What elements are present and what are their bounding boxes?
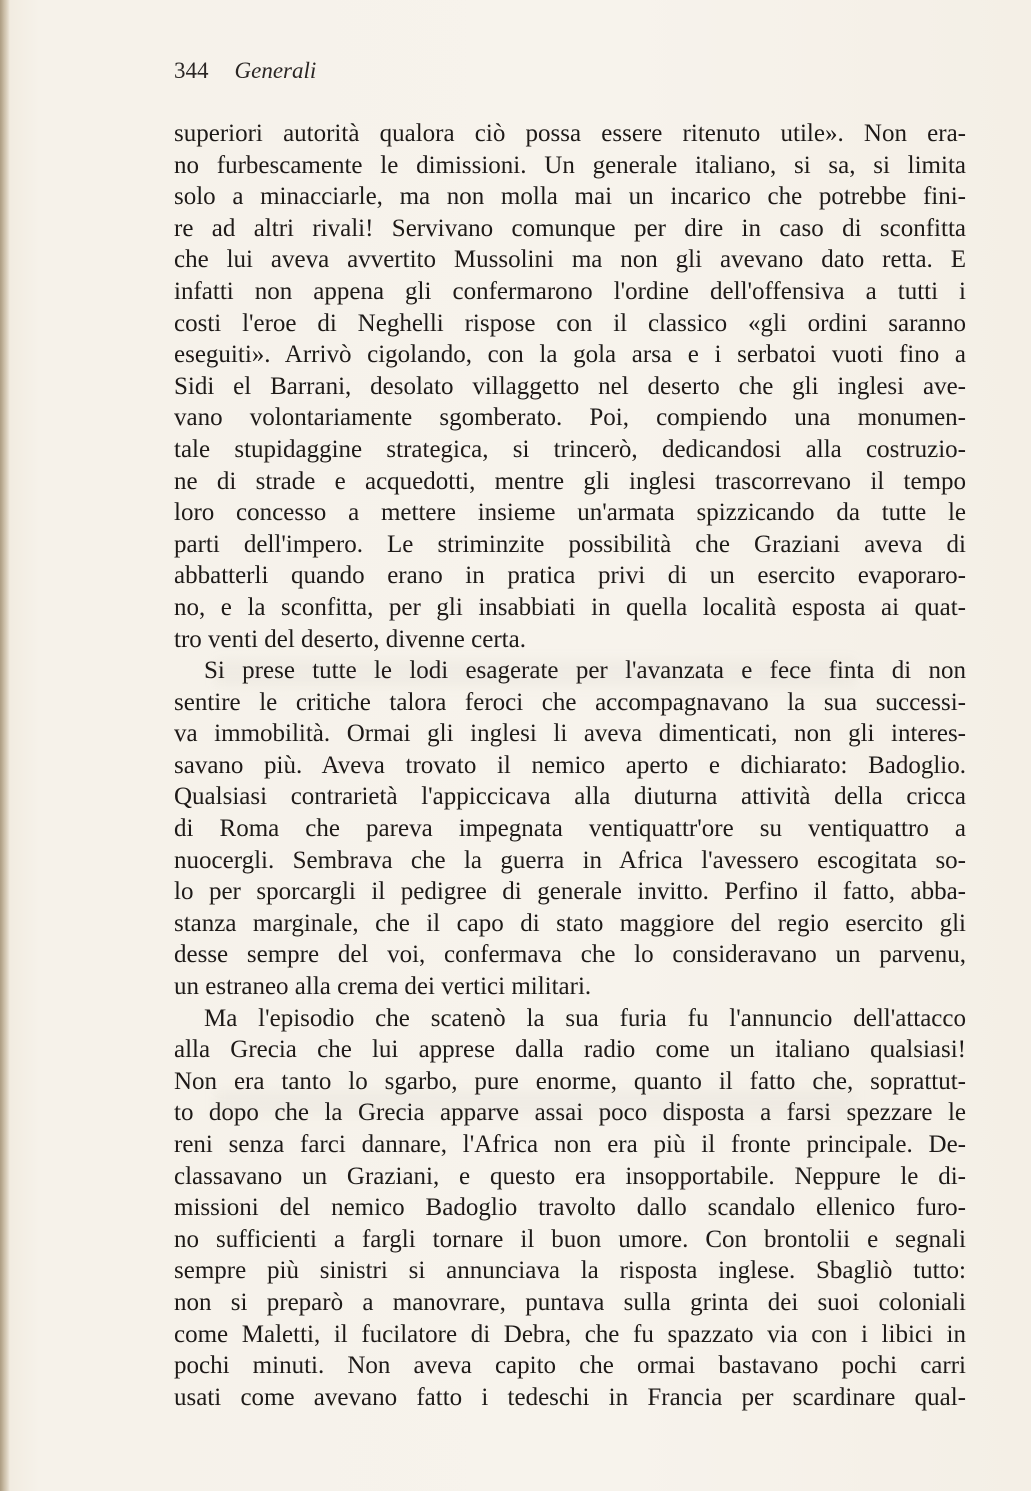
text-line: classavano un Graziani, e questo era insopportabile. Neppure le di- xyxy=(174,1162,966,1190)
text-line: un estraneo alla crema dei vertici militari. xyxy=(174,973,592,1001)
text-line: stanza marginale, che il capo di stato maggiore del regio esercito gli xyxy=(174,909,966,937)
text-line: nuocergli. Sembrava che la guerra in Africa l'avessero escogitata so- xyxy=(174,846,966,874)
text-line: infatti non appena gli confermarono l'ordine dell'offensiva a tutti i xyxy=(174,277,966,305)
text-line: ne di strade e acquedotti, mentre gli inglesi trascorrevano il tempo xyxy=(174,467,966,495)
text-line: tro venti del deserto, divenne certa. xyxy=(174,625,526,653)
text-line: solo a minacciarle, ma non molla mai un incarico che potrebbe fini- xyxy=(174,183,966,211)
text-line: lo per sporcargli il pedigree di generale invitto. Perfino il fatto, abba- xyxy=(174,878,966,906)
paragraph xyxy=(174,118,966,655)
page-number: 344 xyxy=(174,58,209,83)
text-line: Si prese tutte le lodi esagerate per l'avanzata e fece finta di non xyxy=(204,657,966,685)
text-line: re ad altri rivali! Servivano comunque per dire in caso di sconfitta xyxy=(174,214,966,242)
text-line: non si preparò a manovrare, puntava sulla grinta dei suoi coloniali xyxy=(174,1288,966,1316)
text-line: savano più. Aveva trovato il nemico aperto e dichiarato: Badoglio. xyxy=(174,751,966,779)
text-line: va immobilità. Ormai gli inglesi li aveva dimenticati, non gli interes- xyxy=(174,720,966,748)
text-line: no, e la sconfitta, per gli insabbiati in quella località esposta ai quat- xyxy=(174,593,966,621)
text-line: Non era tanto lo sgarbo, pure enorme, quanto il fatto che, soprattut- xyxy=(174,1067,966,1095)
text-line: desse sempre del voi, confermava che lo consideravano un parvenu, xyxy=(174,941,966,969)
paragraph xyxy=(174,1003,966,1414)
text-line: pochi minuti. Non aveva capito che ormai bastavano pochi carri xyxy=(174,1352,966,1380)
text-line: no sufficienti a fargli tornare il buon umore. Con brontolii e segnali xyxy=(174,1225,966,1253)
text-line: to dopo che la Grecia apparve assai poco disposta a farsi spezzare le xyxy=(174,1099,966,1127)
text-line: alla Grecia che lui apprese dalla radio come un italiano qualsiasi! xyxy=(174,1036,966,1064)
running-head xyxy=(174,58,316,84)
spine-shadow xyxy=(0,0,10,1491)
paragraph xyxy=(174,655,966,1003)
text-line: Qualsiasi contrarietà l'appiccicava alla diuturna attività della cricca xyxy=(174,783,966,811)
text-line: sempre più sinistri si annunciava la risposta inglese. Sbagliò tutto: xyxy=(174,1257,966,1285)
text-line: vano volontariamente sgomberato. Poi, compiendo una monumen- xyxy=(174,404,966,432)
text-line: tale stupidaggine strategica, si trincerò, dedicandosi alla costruzio- xyxy=(174,435,966,463)
text-line: loro concesso a mettere insieme un'armata spizzicando da tutte le xyxy=(174,499,966,527)
text-line: come Maletti, il fucilatore di Debra, che fu spazzato via con i libici in xyxy=(174,1320,966,1348)
text-line: abbatterli quando erano in pratica privi di un esercito evaporaro- xyxy=(174,562,966,590)
text-line: parti dell'impero. Le striminzite possibilità che Graziani aveva di xyxy=(174,530,966,558)
text-line: no furbescamente le dimissioni. Un generale italiano, si sa, si limita xyxy=(174,151,966,179)
text-line: usati come avevano fatto i tedeschi in Francia per scardinare qual- xyxy=(174,1383,966,1411)
text-line: missioni del nemico Badoglio travolto dallo scandalo ellenico furo- xyxy=(174,1194,966,1222)
text-line: Ma l'episodio che scatenò la sua furia fu l'annuncio dell'attacco xyxy=(204,1004,966,1032)
text-line: che lui aveva avvertito Mussolini ma non gli avevano dato retta. E xyxy=(174,246,966,274)
text-line: costi l'eroe di Neghelli rispose con il classico «gli ordini saranno xyxy=(174,309,966,337)
text-line: di Roma che pareva impegnata ventiquattr'ore su ventiquattro a xyxy=(174,815,966,843)
text-line: eseguiti». Arrivò cigolando, con la gola arsa e i serbatoi vuoti fino a xyxy=(174,341,966,369)
text-line: sentire le critiche talora feroci che accompagnavano la sua successi- xyxy=(174,688,966,716)
body-text xyxy=(174,118,966,1413)
text-line: superiori autorità qualora ciò possa essere ritenuto utile». Non era- xyxy=(174,120,966,147)
text-line: Sidi el Barrani, desolato villaggetto nel deserto che gli inglesi ave- xyxy=(174,372,966,400)
running-title: Generali xyxy=(234,58,317,83)
text-line: reni senza farci dannare, l'Africa non era più il fronte principale. De- xyxy=(174,1131,966,1158)
